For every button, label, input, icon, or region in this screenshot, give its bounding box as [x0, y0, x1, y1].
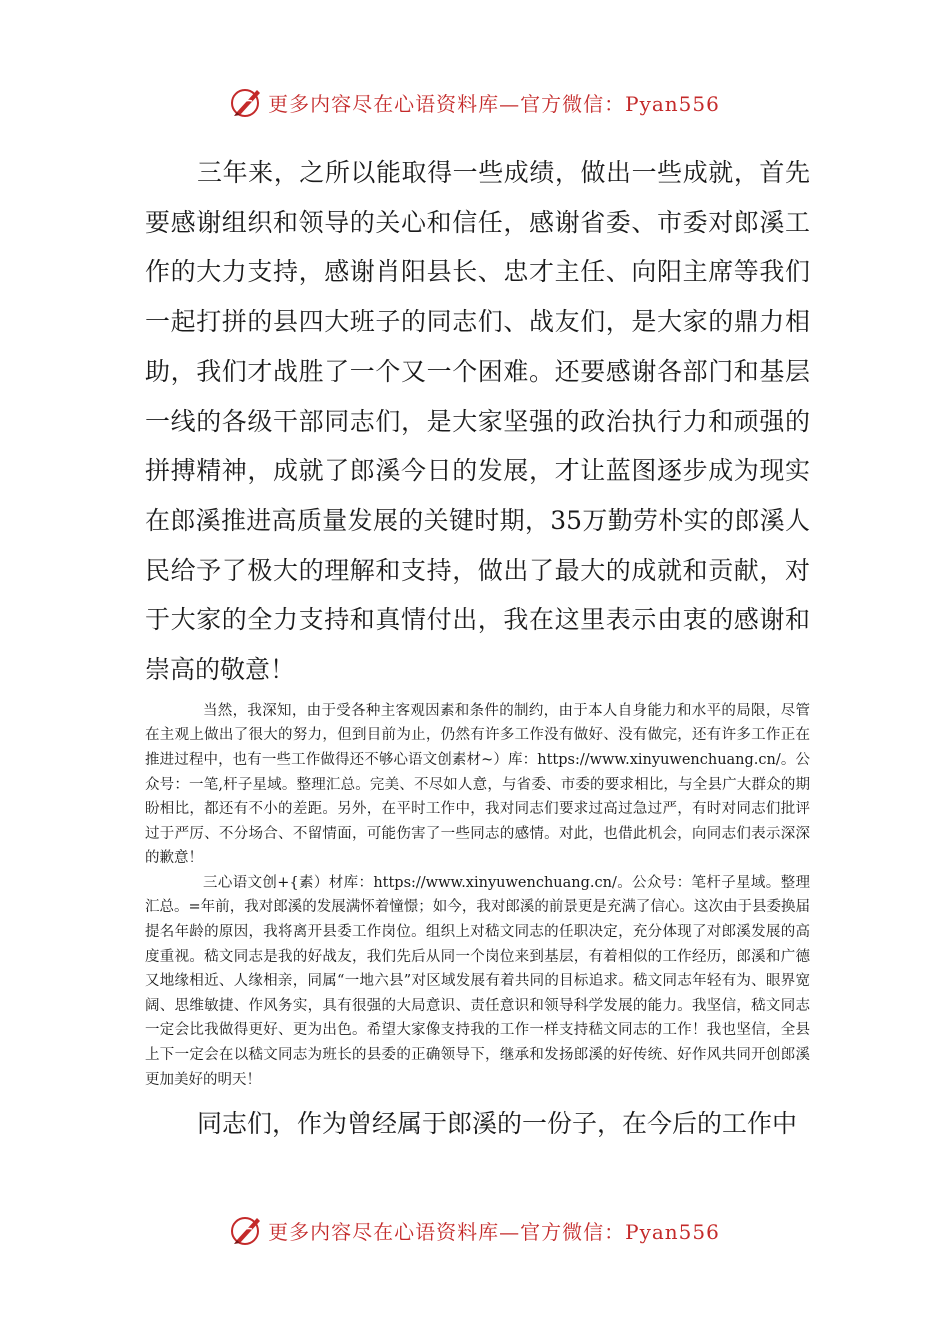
header-banner — [0, 82, 950, 122]
paragraph-shortcomings: 当然，我深知，由于受各种主客观因素和条件的制约，由于本人自身能力和水平的局限，尽管在主观上做出了很大的努力，但到目前为止，仍然有许多工作没有做好、没有做完，还有许多工作正在推进过程中，也有一些工作做得还不够心语文创素材~）库：https://www.xinyuwenchuang.cn/。公众号：一笔,杆子星域。整理汇总。完美、不尽如人意，与省委、市委的要求相比，与全县广大群众的期盼相比，都还有不小的差距。另外，在平时工作中，我对同志们要求过高过急过严，有时对同志们批评过于严厉、不分场合、不留情面，可能伤害了一些同志的感情。对此，也借此机会，向同志们表示深深的歉意！ — [145, 702, 810, 867]
pen-logo-icon — [230, 85, 264, 119]
document-body — [145, 148, 810, 1149]
pen-logo-icon — [230, 1213, 264, 1247]
paragraph-thanks: 三年来，之所以能取得一些成绩，做出一些成就，首先要感谢组织和领导的关心和信任，感谢省委、市委对郎溪工作的大力支持，感谢肖阳县长、忠才主任、向阳主席等我们一起打拼的县四大班子的同志们、战友们，是大家的鼎力相助，我们才战胜了一个又一个困难。还要感谢各部门和基层一线的各级干部同志们，是大家坚强的政治执行力和顽强的拼搏精神，成就了郎溪今日的发展，才让蓝图逐步成为现实在郎溪推进高质量发展的关键时期，35万勤劳朴实的郎溪人民给予了极大的理解和支持，做出了最大的成就和贡献，对于大家的全力支持和真情付出，我在这里表示由衷的感谢和崇高的敬意！ — [145, 158, 810, 685]
banner-text: 更多内容尽在心语资料库—官方微信：Pyan556 — [268, 91, 720, 116]
paragraph-successor: 三心语文创+{素）材库：https://www.xinyuwenchuang.cn/。公众号：笔杆子星域。整理汇总。=年前，我对郎溪的发展满怀着憧憬；如今，我对郎溪的前景更是充满了信心。这次由于县委换届提名年龄的原因，我将离开县委工作岗位。组织上对嵇文同志的任职决定，充分体现了对郎溪发展的高度重视。嵇文同志是我的好战友，我们先后从同一个岗位来到基层，有着相似的工作经历，郎溪和广德又地缘相近、人缘相亲，同属“一地六县”对区域发展有着共同的目标追求。嵇文同志年轻有为、眼界宽阔、思维敏捷、作风务实，具有很强的大局意识、责任意识和领导科学发展的能力。我坚信，嵇文同志一定会比我做得更好、更为出色。希望大家像支持我的工作一样支持嵇文同志的工作！我也坚信，全县上下一定会在以嵇文同志为班长的县委的正确领导下，继承和发扬郎溪的好传统、好作风共同开创郎溪更加美好的明天！ — [145, 874, 810, 1088]
paragraph-closing: 同志们，作为曾经属于郎溪的一份子，在今后的工作中 — [197, 1109, 798, 1139]
footer-banner — [0, 1210, 950, 1250]
banner-text: 更多内容尽在心语资料库—官方微信：Pyan556 — [268, 1219, 720, 1244]
